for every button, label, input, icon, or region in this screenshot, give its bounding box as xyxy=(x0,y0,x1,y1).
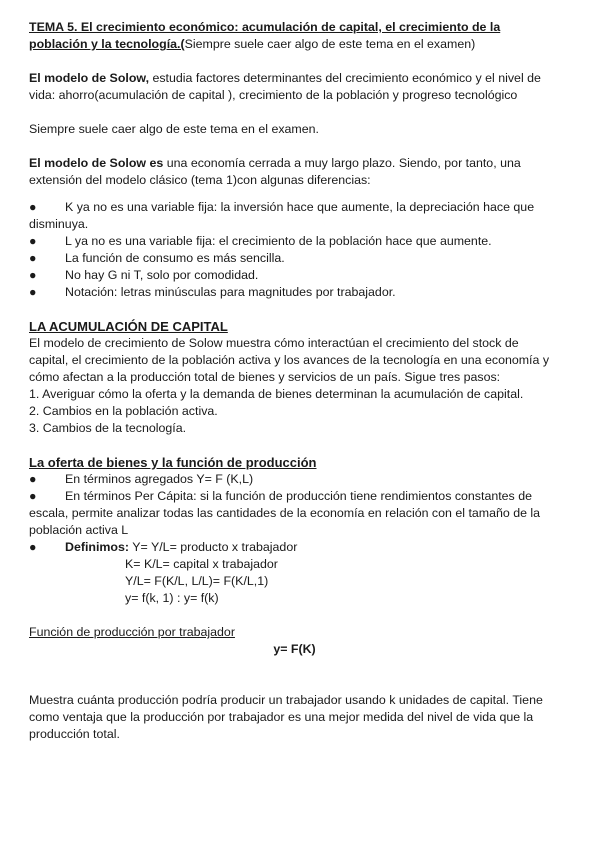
list-item xyxy=(29,539,560,556)
step-item: 2. Cambios en la población activa. xyxy=(29,404,218,418)
list-item-text: L ya no es una variable fija: el crecimiento de la población hace que aumente. xyxy=(65,234,492,248)
bullet-icon: ● xyxy=(29,540,37,554)
solow-definition-text: una economía cerrada a muy largo plazo. Siendo, por tanto, una extensión del modelo clásico (tema 1)con algunas diferencias: xyxy=(29,156,521,187)
bullet-icon: ● xyxy=(29,489,37,503)
section-heading-production: La oferta de bienes y la función de producción xyxy=(29,455,317,470)
bullet-icon: ● xyxy=(29,268,37,282)
step-item: 3. Cambios de la tecnología. xyxy=(29,421,187,435)
paragraph-solow-intro xyxy=(29,70,560,104)
solow-intro-bold: El modelo de Solow, xyxy=(29,71,150,85)
definition-line: K= K/L= capital x trabajador xyxy=(125,557,278,571)
list-item-text: K ya no es una variable fija: la inversión hace que aumente, la depreciación hace que disminuya. xyxy=(29,200,535,231)
formula: y= F(K) xyxy=(273,642,316,656)
list-item-text: En términos Per Cápita: si la función de producción tiene rendimientos constantes de escala, permite analizar todas las cantidades de la economía en relación con el tamaño de la población activa L xyxy=(29,489,541,537)
step-item: 1. Averiguar cómo la oferta y la demanda de bienes determinan la acumulación de capital. xyxy=(29,387,524,401)
solow-definition-bold: El modelo de Solow es xyxy=(29,156,164,170)
paragraph-per-worker: Muestra cuánta producción podría producir un trabajador usando k unidades de capital. Tiene como ventaja que la producción por trabajador es una mejor medida del nivel de vida que la producción total. xyxy=(29,693,543,741)
list-item xyxy=(29,233,560,250)
list-item xyxy=(29,488,560,539)
list-item xyxy=(29,199,560,233)
section-heading-per-worker: Función de producción por trabajador xyxy=(29,625,235,639)
bullet-icon: ● xyxy=(29,472,37,486)
solow-intro-text: estudia factores determinantes del crecimiento económico y el nivel de vida: ahorro(acumulación de capital ), crecimiento de la población y progreso tecnológico xyxy=(29,71,541,102)
definition-line: y= f(k, 1) : y= f(k) xyxy=(125,591,219,605)
bullet-icon: ● xyxy=(29,251,37,265)
bullet-icon: ● xyxy=(29,285,37,299)
title-bold: TEMA 5. El crecimiento económico: acumulación de capital, el crecimiento de la población y la tecnología.( xyxy=(29,20,501,51)
bullet-icon: ● xyxy=(29,200,37,214)
document-title xyxy=(29,19,560,53)
list-item-text: La función de consumo es más sencilla. xyxy=(65,251,285,265)
list-item xyxy=(29,471,560,488)
list-item xyxy=(29,284,560,301)
section-heading-capital: LA ACUMULACIÓN DE CAPITAL xyxy=(29,319,228,334)
paragraph-solow-definition xyxy=(29,155,560,189)
bullet-icon: ● xyxy=(29,234,37,248)
definimos-label: Definimos: xyxy=(65,540,130,554)
list-item-text: En términos agregados Y= F (K,L) xyxy=(65,472,254,486)
paragraph-capital-intro: El modelo de crecimiento de Solow muestra cómo interactúan el crecimiento del stock de capital, el crecimiento de la población activa y los avances de la tecnología en una economía y cómo afectan a la producción total de bienes y servicios de un país. Sigue tres pasos: xyxy=(29,336,550,384)
definimos-text: Y= Y/L= producto x trabajador xyxy=(129,540,298,554)
list-item xyxy=(29,267,560,284)
paragraph-exam-note: Siempre suele caer algo de este tema en el examen. xyxy=(29,122,319,136)
list-item xyxy=(29,250,560,267)
definition-line: Y/L= F(K/L, L/L)= F(K/L,1) xyxy=(125,574,269,588)
list-item-text: Notación: letras minúsculas para magnitudes por trabajador. xyxy=(65,285,396,299)
title-note: Siempre suele caer algo de este tema en el examen) xyxy=(184,37,476,51)
list-item-text: No hay G ni T, solo por comodidad. xyxy=(65,268,259,282)
differences-list xyxy=(29,199,560,301)
